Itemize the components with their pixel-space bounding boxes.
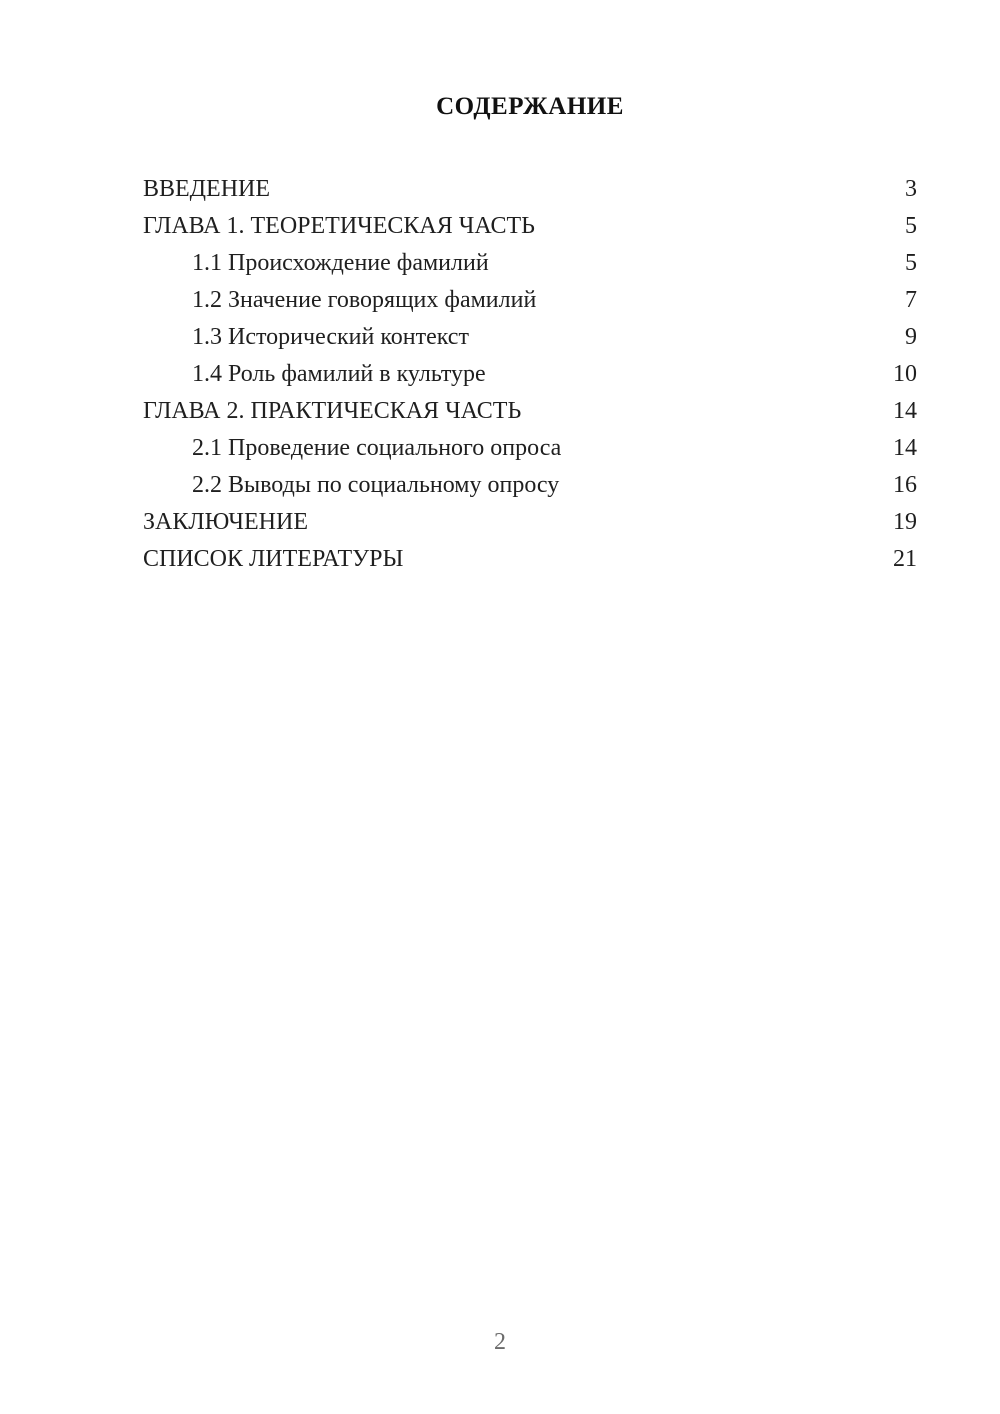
toc-entry-label: 2.1 Проведение социального опроса (192, 435, 562, 461)
toc-entry (143, 245, 917, 282)
toc-entry-page-number: 19 (893, 509, 917, 535)
toc-entry-label: ГЛАВА 1. ТЕОРЕТИЧЕСКАЯ ЧАСТЬ (143, 213, 535, 239)
content-area (143, 0, 917, 1414)
toc-entry (143, 430, 917, 467)
toc-list (143, 171, 917, 578)
toc-entry (143, 393, 917, 430)
toc-entry-page-number: 21 (893, 546, 917, 572)
toc-entry (143, 282, 917, 319)
toc-entry-label: 1.1 Происхождение фамилий (192, 250, 489, 276)
toc-entry (143, 504, 917, 541)
toc-entry-label: СПИСОК ЛИТЕРАТУРЫ (143, 546, 404, 572)
toc-entry (143, 319, 917, 356)
toc-entry (143, 171, 917, 208)
toc-entry-page-number: 7 (905, 287, 917, 313)
toc-entry (143, 356, 917, 393)
toc-entry-page-number: 14 (893, 435, 917, 461)
toc-entry-label: 1.2 Значение говорящих фамилий (192, 287, 537, 313)
toc-entry (143, 541, 917, 578)
footer-page-number: 2 (494, 1329, 506, 1355)
toc-entry (143, 467, 917, 504)
toc-entry-label: ЗАКЛЮЧЕНИЕ (143, 509, 308, 535)
toc-entry (143, 208, 917, 245)
toc-entry-label: 1.4 Роль фамилий в культуре (192, 361, 486, 387)
toc-entry-page-number: 16 (893, 472, 917, 498)
toc-entry-page-number: 3 (905, 176, 917, 202)
toc-entry-page-number: 9 (905, 324, 917, 350)
toc-entry-page-number: 5 (905, 213, 917, 239)
toc-entry-label: ВВЕДЕНИЕ (143, 176, 271, 202)
toc-entry-page-number: 10 (893, 361, 917, 387)
toc-entry-label: 1.3 Исторический контекст (192, 324, 469, 350)
toc-entry-page-number: 14 (893, 398, 917, 424)
toc-entry-label: ГЛАВА 2. ПРАКТИЧЕСКАЯ ЧАСТЬ (143, 398, 522, 424)
toc-entry-label: 2.2 Выводы по социальному опросу (192, 472, 560, 498)
page-title: СОДЕРЖАНИЕ (436, 93, 624, 120)
toc-entry-page-number: 5 (905, 250, 917, 276)
